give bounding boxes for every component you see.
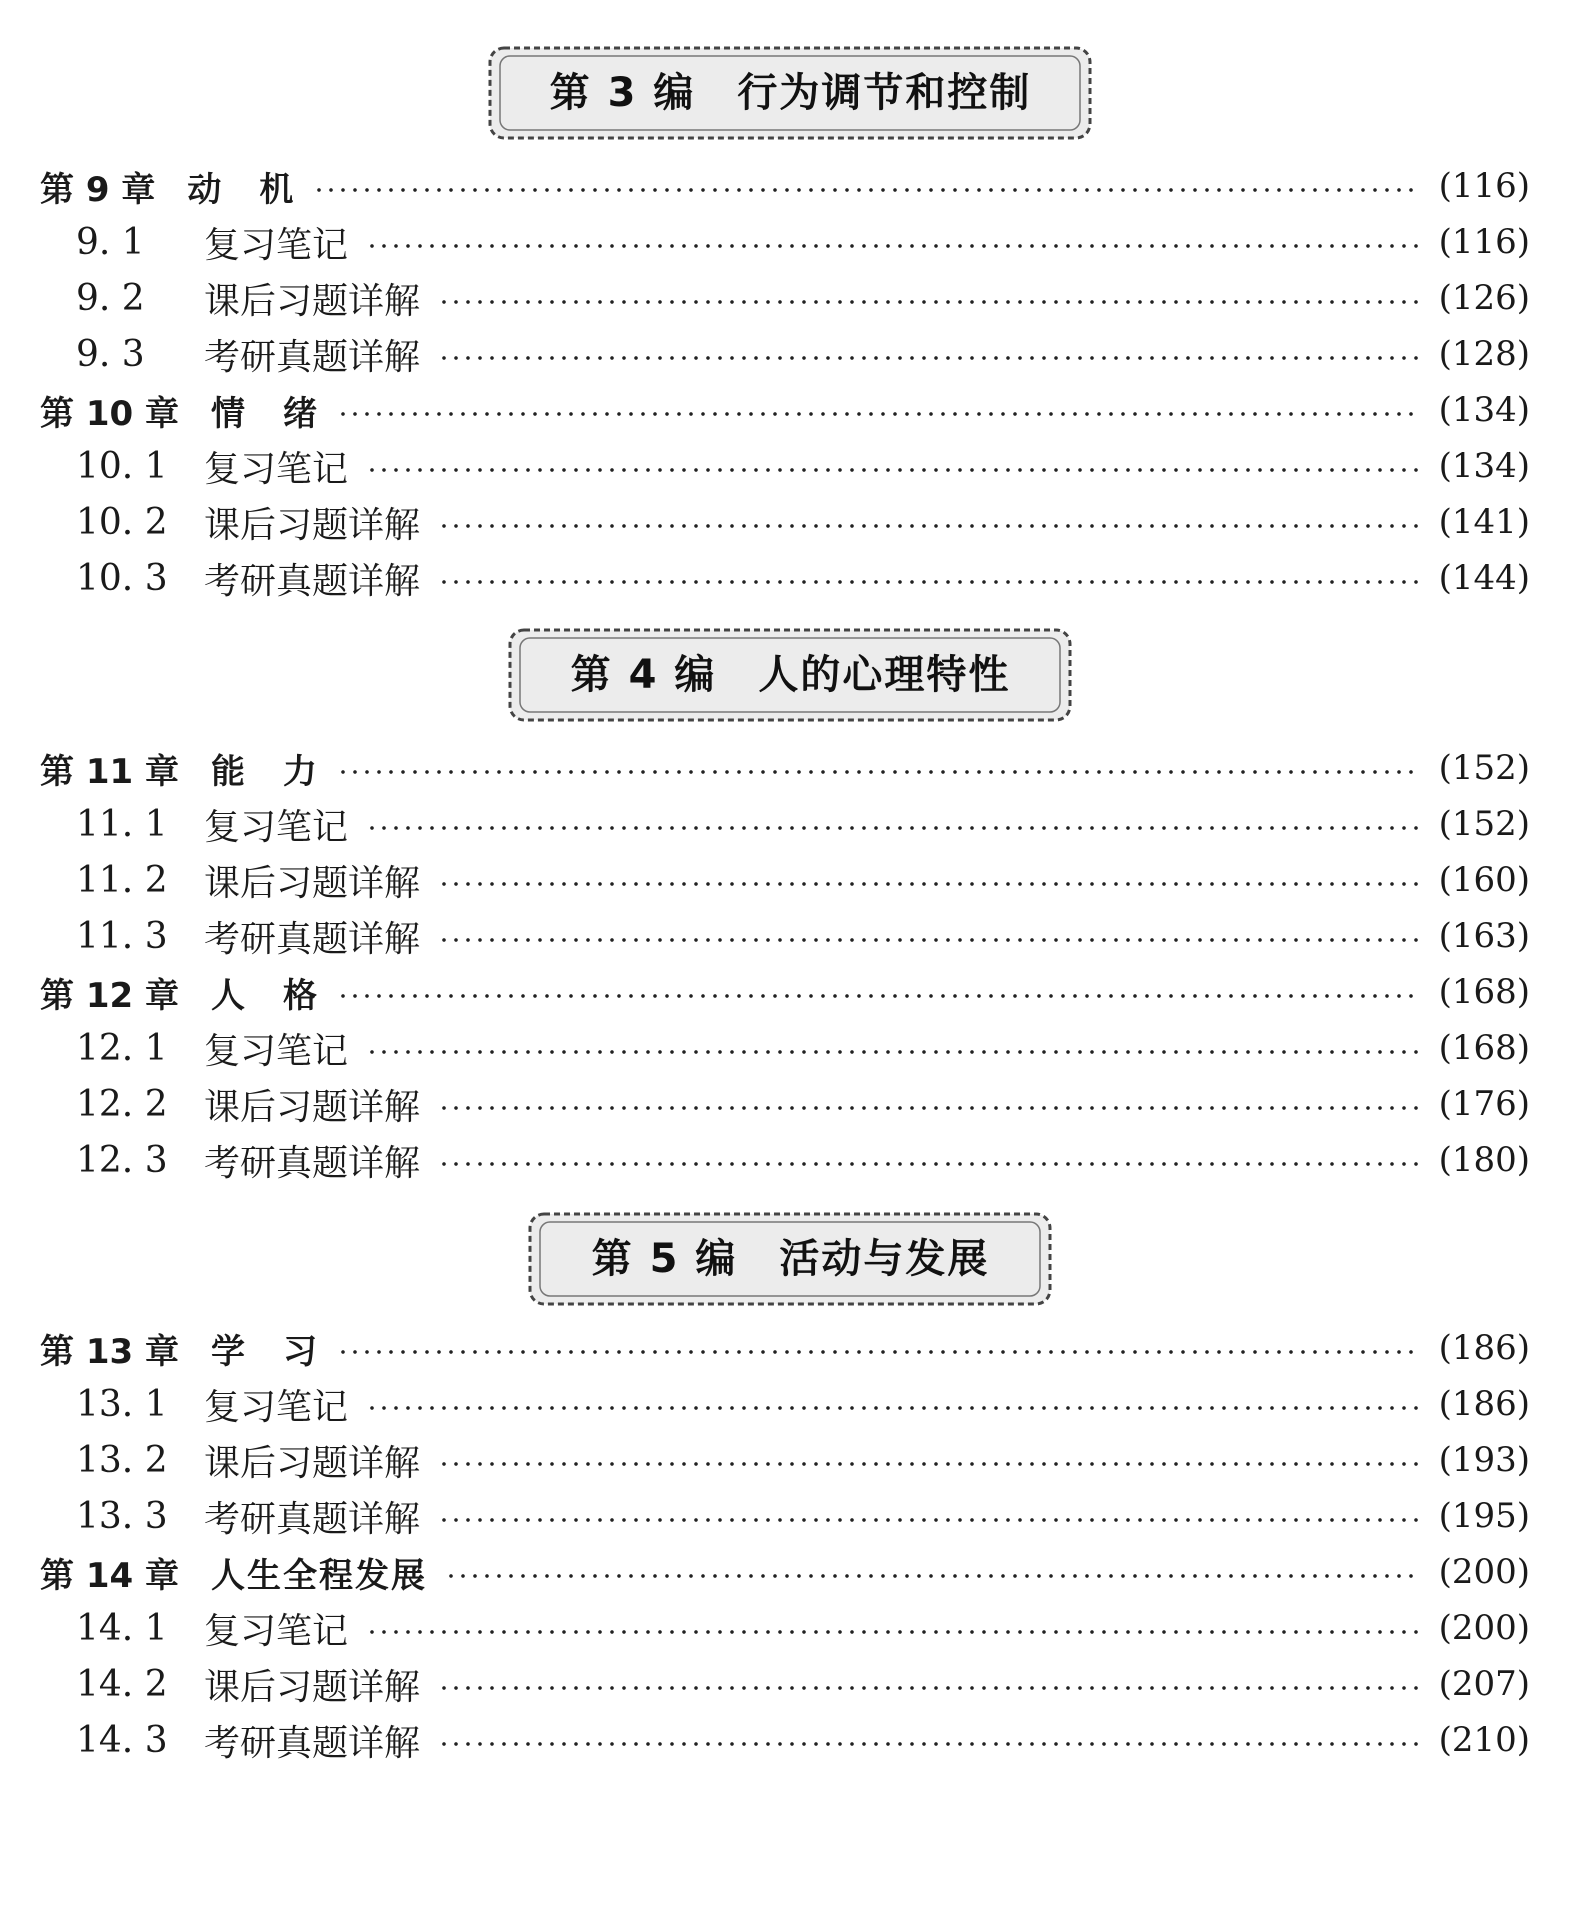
chapter-number: 第 10 章 [40, 393, 179, 434]
dot-leader [438, 524, 1421, 528]
toc-chapter-row[interactable] [40, 382, 1530, 438]
part-title: 第 5 编 活动与发展 [591, 1236, 990, 1282]
part-title: 第 4 编 人的心理特性 [570, 652, 1011, 698]
section-number: 11. 3 [76, 915, 168, 957]
toc-section-row[interactable] [76, 1020, 1530, 1076]
page-number: (200) [1438, 1552, 1530, 1592]
page-number: (163) [1438, 916, 1530, 956]
chapter-title: 学 习 [211, 1331, 319, 1372]
section-number: 13. 1 [76, 1383, 168, 1425]
page-number: (180) [1438, 1140, 1530, 1180]
page-number: (207) [1438, 1664, 1530, 1704]
page-number: (116) [1438, 166, 1530, 206]
toc-section-row[interactable] [76, 1600, 1530, 1656]
toc-section-row[interactable] [76, 270, 1530, 326]
toc-section-row[interactable] [76, 326, 1530, 382]
dot-leader [445, 1574, 1421, 1578]
page-number: (134) [1438, 446, 1530, 486]
dot-leader [337, 770, 1421, 774]
page-number: (141) [1438, 502, 1530, 542]
dot-leader [438, 1518, 1421, 1522]
section-number: 14. 1 [76, 1607, 168, 1649]
dot-leader [438, 580, 1421, 584]
section-title: 课后习题详解 [204, 1086, 421, 1128]
section-title: 考研真题详解 [204, 918, 421, 960]
page-number: (152) [1438, 804, 1530, 844]
chapter-number: 第 13 章 [40, 1331, 179, 1372]
toc-section-row[interactable] [76, 1132, 1530, 1188]
section-title: 复习笔记 [204, 448, 349, 490]
section-number: 11. 1 [76, 803, 168, 845]
toc-section-row[interactable] [76, 908, 1530, 964]
page-number: (210) [1438, 1720, 1530, 1760]
section-number: 11. 2 [76, 859, 168, 901]
dot-leader [337, 412, 1421, 416]
section-number: 14. 3 [76, 1719, 168, 1761]
section-number: 10. 3 [76, 557, 168, 599]
section-title: 考研真题详解 [204, 560, 421, 602]
page-number: (116) [1438, 222, 1530, 262]
section-number: 9. 2 [76, 277, 145, 319]
toc-chapter-row[interactable] [40, 1320, 1530, 1376]
toc-section-row[interactable] [76, 1376, 1530, 1432]
dot-leader [366, 1050, 1421, 1054]
chapter-title: 情 绪 [211, 393, 319, 434]
section-number: 10. 2 [76, 501, 168, 543]
dot-leader [438, 300, 1421, 304]
toc-section-row[interactable] [76, 1432, 1530, 1488]
toc-section-row[interactable] [76, 796, 1530, 852]
page-number: (160) [1438, 860, 1530, 900]
section-number: 12. 3 [76, 1139, 168, 1181]
toc-section-row[interactable] [76, 214, 1530, 270]
chapter-number: 第 14 章 [40, 1555, 179, 1596]
dot-leader [438, 1686, 1421, 1690]
section-title: 复习笔记 [204, 1030, 349, 1072]
toc-section-row[interactable] [76, 494, 1530, 550]
page-number: (200) [1438, 1608, 1530, 1648]
page-number: (195) [1438, 1496, 1530, 1536]
page-number: (176) [1438, 1084, 1530, 1124]
toc-section-row[interactable] [76, 438, 1530, 494]
page-number: (128) [1438, 334, 1530, 374]
toc-section-row[interactable] [76, 1488, 1530, 1544]
section-title: 复习笔记 [204, 1610, 349, 1652]
dot-leader [313, 188, 1420, 192]
part-banner [0, 620, 1581, 730]
dot-leader [438, 938, 1421, 942]
dot-leader [366, 826, 1421, 830]
toc-section-row[interactable] [76, 1656, 1530, 1712]
chapter-number: 第 11 章 [40, 751, 179, 792]
page-number: (168) [1438, 972, 1530, 1012]
dot-leader [337, 1350, 1421, 1354]
dot-leader [438, 1742, 1421, 1746]
section-number: 9. 1 [76, 221, 145, 263]
dot-leader [366, 1630, 1421, 1634]
section-title: 考研真题详解 [204, 1722, 421, 1764]
toc-chapter-row[interactable] [40, 158, 1530, 214]
dot-leader [438, 1462, 1421, 1466]
chapter-title: 人生全程发展 [211, 1555, 427, 1596]
toc-chapter-row[interactable] [40, 740, 1530, 796]
section-title: 课后习题详解 [204, 504, 421, 546]
chapter-title: 动 机 [187, 169, 296, 210]
toc-section-row[interactable] [76, 852, 1530, 908]
toc-chapter-row[interactable] [40, 964, 1530, 1020]
page-number: (168) [1438, 1028, 1530, 1068]
chapter-title: 人 格 [211, 975, 319, 1016]
dot-leader [438, 1106, 1421, 1110]
section-title: 课后习题详解 [204, 1442, 421, 1484]
chapter-number: 第 9 章 [40, 169, 156, 210]
section-title: 复习笔记 [204, 1386, 349, 1428]
section-number: 9. 3 [76, 333, 145, 375]
dot-leader [366, 1406, 1421, 1410]
dot-leader [366, 468, 1421, 472]
part-banner [0, 38, 1581, 148]
section-title: 复习笔记 [204, 224, 349, 266]
page-number: (152) [1438, 748, 1530, 788]
section-number: 12. 1 [76, 1027, 168, 1069]
dot-leader [366, 244, 1421, 248]
section-title: 考研真题详解 [204, 1142, 421, 1184]
page-number: (186) [1438, 1328, 1530, 1368]
section-number: 14. 2 [76, 1663, 168, 1705]
section-title: 课后习题详解 [204, 280, 421, 322]
section-number: 12. 2 [76, 1083, 168, 1125]
toc-section-row[interactable] [76, 550, 1530, 606]
section-number: 13. 2 [76, 1439, 168, 1481]
dot-leader [438, 356, 1421, 360]
page-number: (193) [1438, 1440, 1530, 1480]
part-banner [0, 1204, 1581, 1314]
section-number: 13. 3 [76, 1495, 168, 1537]
part-title: 第 3 编 行为调节和控制 [549, 70, 1032, 116]
chapter-title: 能 力 [211, 751, 319, 792]
toc-chapter-row[interactable] [40, 1544, 1530, 1600]
page-number: (134) [1438, 390, 1530, 430]
toc-section-row[interactable] [76, 1712, 1530, 1768]
section-title: 课后习题详解 [204, 1666, 421, 1708]
section-title: 考研真题详解 [204, 336, 421, 378]
section-title: 复习笔记 [204, 806, 349, 848]
page-number: (126) [1438, 278, 1530, 318]
chapter-number: 第 12 章 [40, 975, 179, 1016]
dot-leader [438, 1162, 1421, 1166]
section-title: 考研真题详解 [204, 1498, 421, 1540]
dot-leader [438, 882, 1421, 886]
toc-section-row[interactable] [76, 1076, 1530, 1132]
section-title: 课后习题详解 [204, 862, 421, 904]
dot-leader [337, 994, 1421, 998]
section-number: 10. 1 [76, 445, 168, 487]
page-number: (144) [1438, 558, 1530, 598]
page-number: (186) [1438, 1384, 1530, 1424]
